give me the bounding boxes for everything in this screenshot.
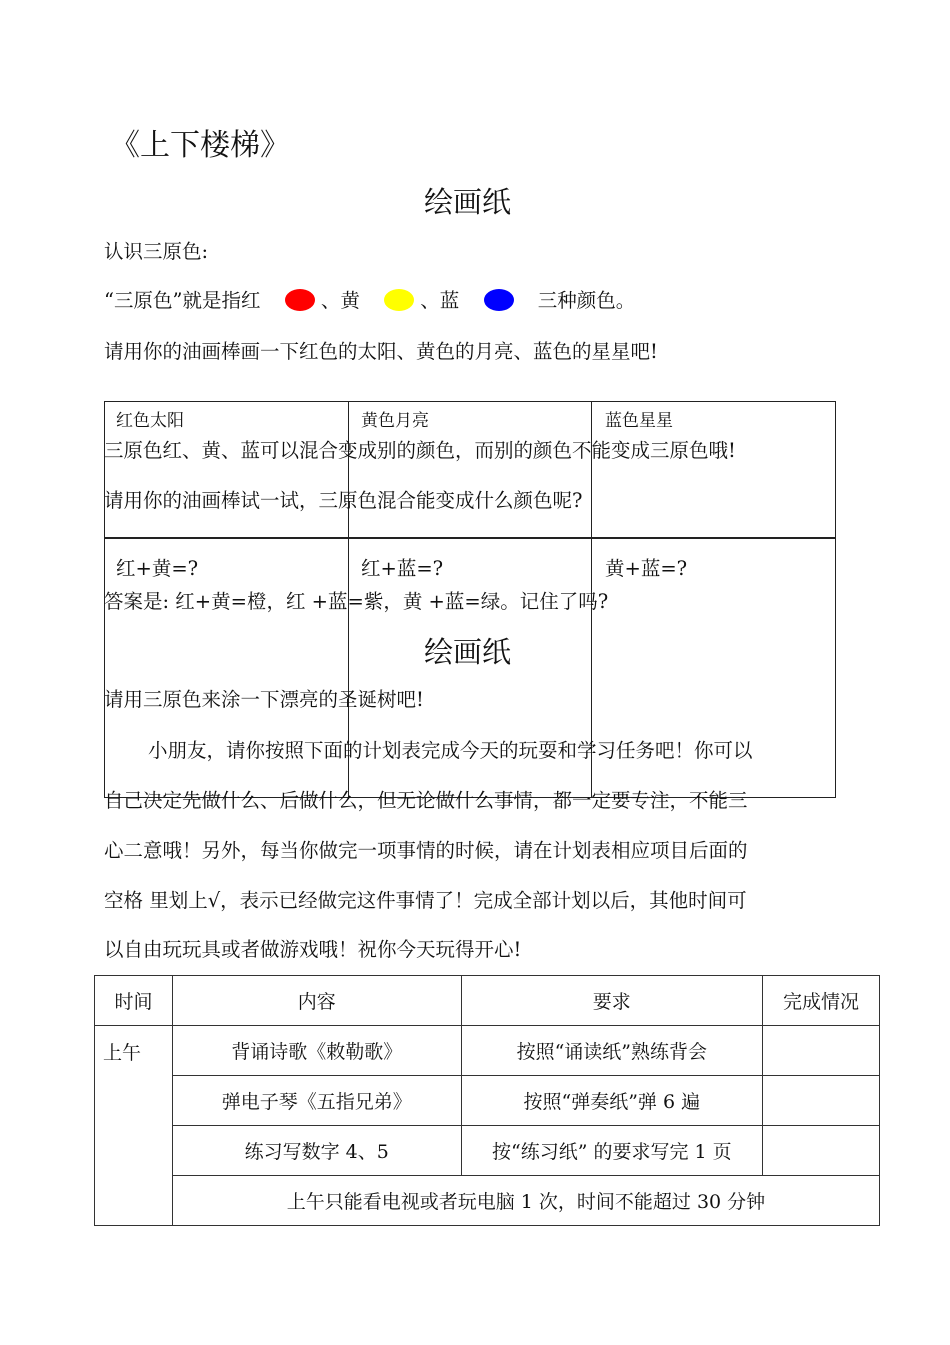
period-cell: 上午 xyxy=(95,1026,173,1226)
plan-paragraph-line-1: 小朋友，请你按照下面的计划表完成今天的玩耍和学习任务吧！你可以 xyxy=(148,739,753,762)
table-row xyxy=(95,1126,880,1176)
yellow-dot-icon xyxy=(384,289,414,311)
grid-cell-yellow-moon: 黄色月亮 xyxy=(361,411,429,431)
row-completion-checkbox[interactable] xyxy=(763,1126,880,1176)
grid-cell-red-yellow: 红+黄=? xyxy=(116,557,199,580)
recognize-text: 认识三原色: xyxy=(104,240,209,263)
red-dot-icon xyxy=(285,289,315,311)
table-row xyxy=(95,1076,880,1126)
page-title: 《上下楼梯》 xyxy=(110,128,290,163)
plan-paragraph-line-5: 以自由玩玩具或者做游戏哦！祝你今天玩得开心! xyxy=(104,938,522,961)
plan-table xyxy=(94,975,880,1226)
table-header-row xyxy=(95,976,880,1026)
answer-text: 答案是: 红+黄=橙，红 +蓝=紫，黄 +蓝=绿。记住了吗? xyxy=(104,590,609,613)
blue-dot-icon xyxy=(484,289,514,311)
section-heading-drawing-paper: 绘画纸 xyxy=(424,185,512,219)
try-text: 请用你的油画棒试一试，三原色混合能变成什么颜色呢? xyxy=(104,489,583,512)
row-content: 练习写数字 4、5 xyxy=(172,1126,461,1176)
header-completion: 完成情况 xyxy=(763,976,880,1026)
row-completion-checkbox[interactable] xyxy=(763,1076,880,1126)
primary-intro: “三原色”就是指红 xyxy=(104,289,261,312)
primary-sep-yellow: 、黄 xyxy=(320,289,360,312)
table-note-row xyxy=(95,1176,880,1226)
header-time: 时间 xyxy=(95,976,173,1026)
row-requirement: 按照“弹奏纸”弹 6 遍 xyxy=(461,1076,763,1126)
header-content: 内容 xyxy=(172,976,461,1026)
primary-sep-blue: 、蓝 xyxy=(420,289,460,312)
primary-end: 三种颜色。 xyxy=(537,289,636,312)
primary-colors-line xyxy=(104,289,635,313)
grid-cell-red-blue: 红+蓝=? xyxy=(361,557,444,580)
row-content: 背诵诗歌《敕勒歌》 xyxy=(172,1026,461,1076)
draw-prompt: 请用你的油画棒画一下红色的太阳、黄色的月亮、蓝色的星星吧! xyxy=(104,340,658,363)
table-row xyxy=(95,1026,880,1076)
header-requirement: 要求 xyxy=(461,976,763,1026)
plan-paragraph-line-3: 心二意哦！另外，每当你做完一项事情的时候，请在计划表相应项目后面的 xyxy=(104,839,748,862)
grid-cell-red-sun: 红色太阳 xyxy=(116,411,184,431)
row-completion-checkbox[interactable] xyxy=(763,1026,880,1076)
row-requirement: 按“练习纸” 的要求写完 1 页 xyxy=(461,1126,763,1176)
plan-paragraph-line-4: 空格 里划上√，表示已经做完这件事情了！完成全部计划以后，其他时间可 xyxy=(104,889,747,912)
table-note: 上午只能看电视或者玩电脑 1 次，时间不能超过 30 分钟 xyxy=(172,1176,879,1226)
mix-text: 三原色红、黄、蓝可以混合变成别的颜色，而别的颜色不能变成三原色哦! xyxy=(104,439,736,462)
plan-paragraph-line-2: 自己决定先做什么、后做什么，但无论做什么事情，都一定要专注，不能三 xyxy=(104,789,748,812)
grid-cell-blue-star: 蓝色星星 xyxy=(605,411,673,431)
row-content: 弹电子琴《五指兄弟》 xyxy=(172,1076,461,1126)
tree-text: 请用三原色来涂一下漂亮的圣诞树吧! xyxy=(104,688,424,711)
row-requirement: 按照“诵读纸”熟练背会 xyxy=(461,1026,763,1076)
grid-cell-yellow-blue: 黄+蓝=? xyxy=(605,557,688,580)
grid-row-divider xyxy=(104,537,836,539)
section-heading-drawing-paper-2: 绘画纸 xyxy=(424,635,512,669)
